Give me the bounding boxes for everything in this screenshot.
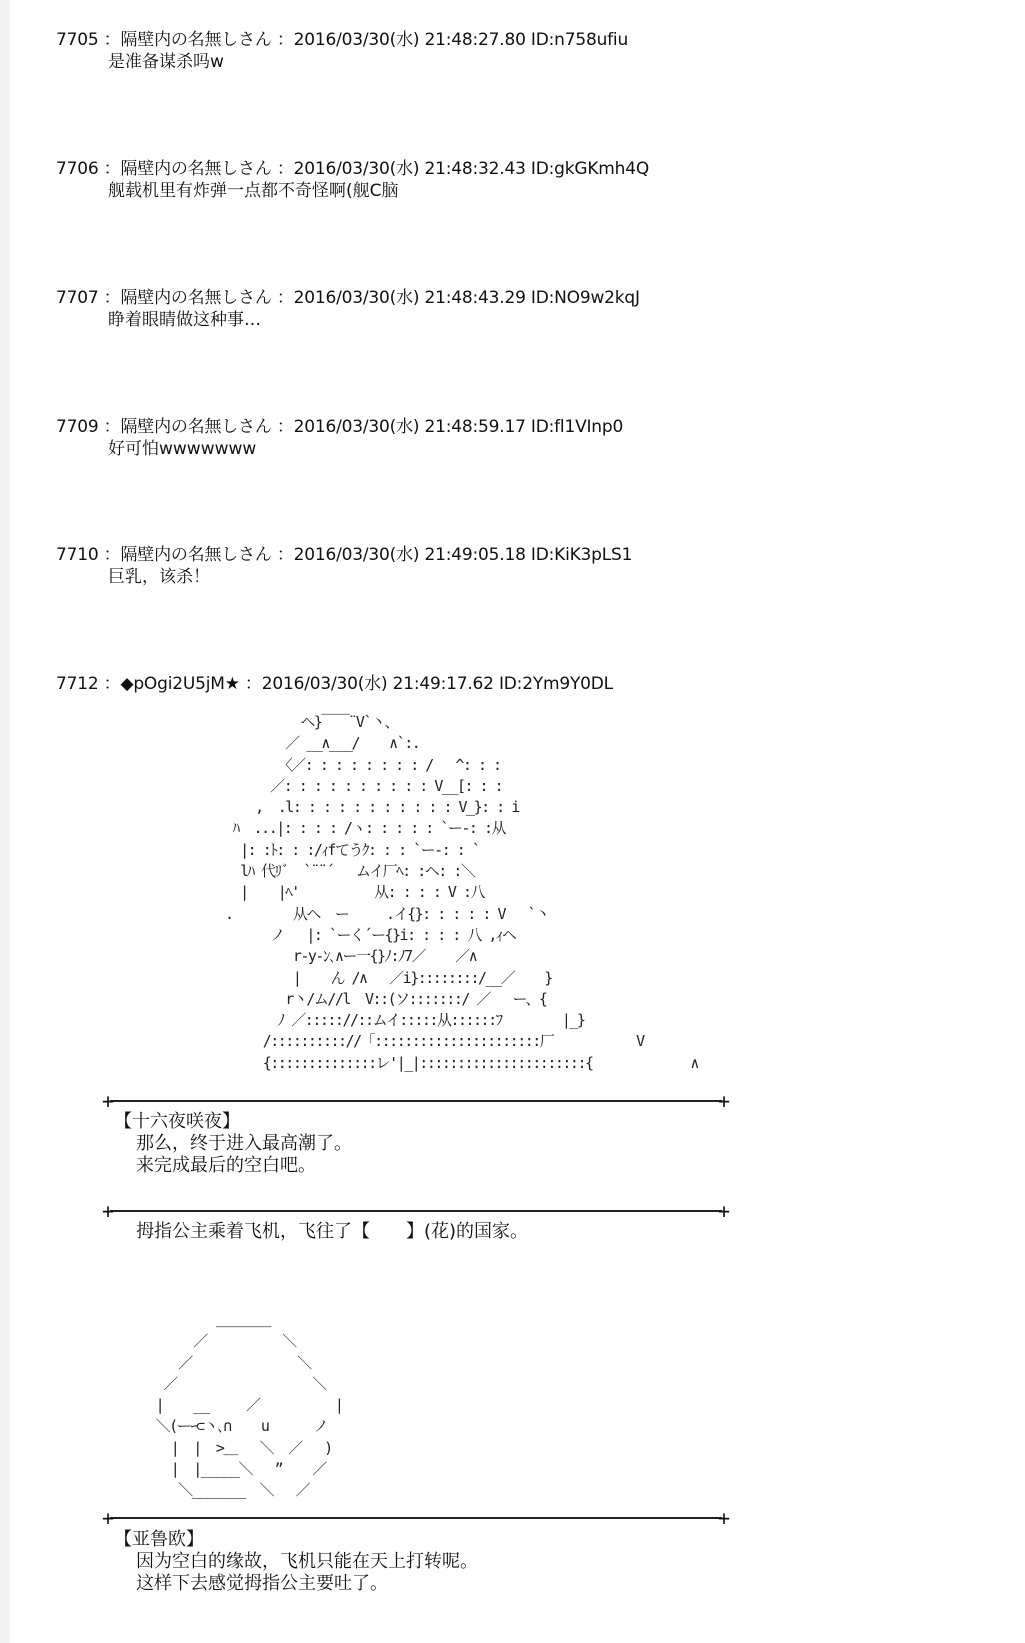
post-header: 7709 ：隔壁内の名無しさん ：2016/03/30(水) 21:48:59.17 ID:fl1VInp0: [56, 417, 624, 437]
divider-1: [102, 1089, 730, 1113]
dialogue-line: 那么，终于进入最高潮了。: [136, 1133, 352, 1154]
post-7709: [56, 416, 623, 460]
divider-cross-icon: +: [717, 1089, 730, 1113]
post-body: 睁着眼睛做这种事…: [108, 310, 261, 330]
divider-3: [102, 1506, 730, 1530]
post-header: 7707 ：隔壁内の名無しさん ：2016/03/30(水) 21:48:43.29 ID:NO9w2kqJ: [56, 288, 640, 308]
divider-cross-icon: +: [102, 1089, 115, 1113]
divider-cross-icon: +: [102, 1199, 115, 1223]
dialogue-aruo: [114, 1529, 478, 1595]
left-margin-shade: [0, 0, 10, 1643]
post-header: 7712 ：◆pOgi2U5jM★ ：2016/03/30(水) 21:49:17.62 ID:2Ym9Y0DL: [56, 674, 613, 694]
dialogue-line: 这样下去感觉拇指公主要吐了。: [136, 1573, 388, 1594]
post-7707: [56, 287, 640, 331]
narration-line: 拇指公主乘着飞机，飞往了【 】(花)的国家。: [136, 1221, 529, 1242]
post-7710: [56, 544, 632, 588]
ascii-art-sakuya: ヘ}￣￣¨V`丶、 ／ __∧___/ ∧`:. 〈／: : : : : : : : / ^: : : ／: : : : : : : : : : V__[: : : , .l: : : : : : : : : : : V_}: : i ﾊ ...|: : : : /ヽ: : : : : `ー-: :从 |: :ﾄ: : :/ｨfてうｸ: : : `ー-: : ` lﾊ 代ﾘﾞ `¨¨´ ムイ厂ﾍ: :ヘ: :＼ | |ﾍ' 从: : : : V :八 . 从ヘ ー .イ{}: : : : : V `丶 ノ |: `ーく´ー{}i: : : : 八 ,ｨヘ r-y-ﾝ､∧ー一{}ﾉ:ﾉ7／ ／∧ | ん /∧ ／i}::::::::/__／ } r丶/ム//l V::(ソ:::::::/ ／ ー、{ ﾉ ／::::://::ムイ:::::从::::::ﾌ |_} /:::::::::://「::::::::::::::::::::::厂 V {::::::::::::::レ'|_|::::::::::::::::::::::{ ∧: [225, 713, 698, 1072]
ascii-art-aruo: ＿＿＿＿ ／ ＼ ／ ＼ ／ ＼ | __ ／ | ＼(ーｰ⊂丶､∩ u ノ | | >＿ ＼ ／ ) | |_____＼ ” ／ ＼_______ ＼ ／: [155, 1311, 343, 1500]
post-body: 好可怕wwwwwww: [108, 439, 257, 459]
post-header: 7705 ：隔壁内の名無しさん ：2016/03/30(水) 21:48:27.80 ID:n758ufiu: [56, 30, 629, 50]
dialogue-line: 来完成最后的空白吧。: [136, 1155, 316, 1176]
divider-2: [102, 1199, 730, 1223]
post-body: 是准备谋杀吗w: [108, 52, 224, 72]
post-7705: [56, 29, 628, 73]
post-7712: [56, 673, 613, 695]
post-7706: [56, 158, 649, 202]
divider-cross-icon: +: [717, 1506, 730, 1530]
post-header: 7710 ：隔壁内の名無しさん ：2016/03/30(水) 21:49:05.18 ID:KiK3pLS1: [56, 545, 633, 565]
post-body: 舰载机里有炸弹一点都不奇怪啊(舰C脑: [108, 181, 399, 201]
divider-cross-icon: +: [717, 1199, 730, 1223]
dialogue-sakuya: [114, 1111, 352, 1177]
post-body: 巨乳，该杀！: [108, 567, 210, 587]
speaker-name: 【十六夜咲夜】: [114, 1111, 240, 1132]
speaker-name: 【亚鲁欧】: [114, 1529, 204, 1550]
divider-cross-icon: +: [102, 1506, 115, 1530]
dialogue-line: 因为空白的缘故，飞机只能在天上打转呢。: [136, 1551, 478, 1572]
post-header: 7706 ：隔壁内の名無しさん ：2016/03/30(水) 21:48:32.43 ID:gkGKmh4Q: [56, 159, 650, 179]
